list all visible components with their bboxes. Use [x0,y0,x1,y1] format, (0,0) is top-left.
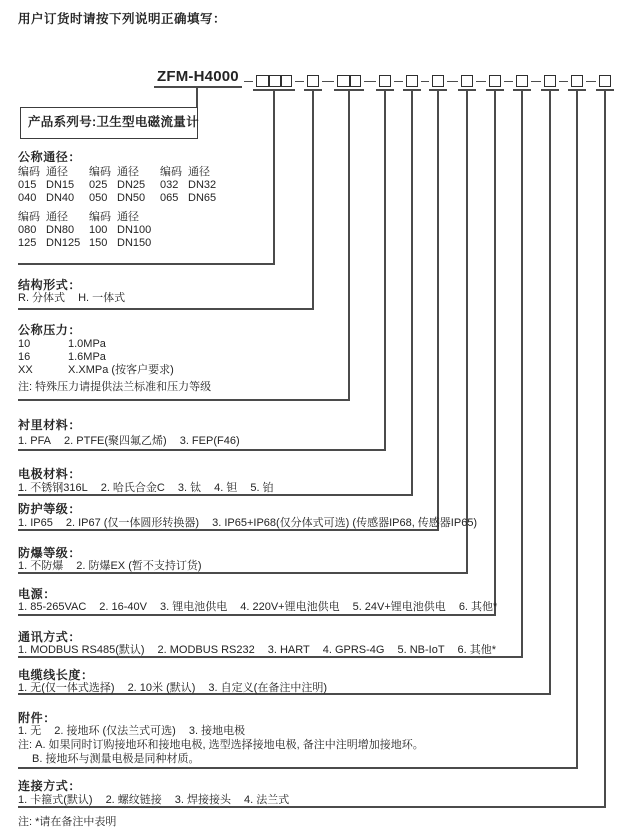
option-item: 2. PTFE(聚四氟乙烯) [64,435,167,447]
option-item: 1. 卡箍式(默认) [18,794,93,806]
order-code-box [571,75,583,87]
option-item: 4. 220V+锂电池供电 [240,601,340,613]
option-item: 2. IP67 (仅一体圆形转换器) [65,517,200,529]
connector-dash [586,81,596,83]
option-item: 5. 24V+锂电池供电 [352,601,446,613]
order-code-box-divider [280,76,282,86]
options-row-lining [18,435,240,448]
section-bottom-rule [18,449,386,451]
option-item: 5. 铂 [250,482,274,494]
section-title-lining: 衬里材料： [18,418,82,432]
grid-cell: 编码 [160,166,182,178]
option-item: 3. FEP(F46) [179,435,240,447]
section-title-cable: 电缆线长度： [18,668,94,682]
grid-cell: 编码 [89,211,111,223]
section-structure [18,278,125,305]
options-row-cable [18,682,327,695]
option-item: 1. 85-265VAC [18,601,87,613]
option-item: 1. 不防爆 [18,560,64,572]
diameter-table-2 [18,211,216,250]
order-code-box [337,75,361,87]
connector-dash [421,81,429,83]
connector-drop-line [411,90,413,496]
option-item: 2. 接地环 (仅法兰式可选) [54,725,176,737]
grid-cell: DN150 [117,237,152,249]
option-item: 6. 其他* [457,644,497,656]
connector-dash [244,81,253,83]
option-item: 3. 焊接接头 [174,794,232,806]
option-item: 2. 10米 (默认) [127,682,196,694]
order-code-box-divider [268,76,270,86]
section-title-explosion: 防爆等级： [18,546,82,560]
connector-dash [394,81,403,83]
connector-drop-line [576,90,578,769]
page-instruction: 用户订货时请按下列说明正确填写： [18,12,227,26]
connector-drop-line [549,90,551,695]
order-code-box [379,75,391,87]
section-bottom-rule [18,614,496,616]
connector-dash [504,81,513,83]
section-title-accessories: 附件： [18,711,56,725]
model-code-underline [154,86,242,88]
grid-cell: 10 [18,338,31,350]
option-item: R. 分体式 [18,292,66,304]
grid-cell: DN15 [46,179,75,191]
grid-cell: 通径 [46,211,68,223]
grid-cell: DN125 [46,237,81,249]
grid-cell: 通径 [188,166,210,178]
grid-cell: X.XMPa (按客户要求) [68,363,174,376]
order-code-box-divider [349,76,351,86]
option-item: 1. 不锈钢316L [18,482,88,494]
option-item: 6. 其他* [458,601,498,613]
grid-cell: XX [18,363,33,376]
order-code-box [256,75,292,87]
connector-drop-line [437,90,439,531]
grid-cell: DN65 [188,192,217,204]
grid-cell: 100 [89,224,108,236]
accessories-note-a: 注: A. 如果同时订购接地环和接地电极, 选型选择接地电极, 备注中注明增加接地环。 [18,739,424,751]
option-item: 2. 螺纹链接 [105,794,162,806]
connector-drop-line [384,90,386,451]
grid-cell: 通径 [117,211,139,223]
order-code-box [406,75,418,87]
grid-cell: 015 [18,179,37,191]
connector-drop-line [312,90,314,310]
section-title-electrode: 电极材料： [18,467,82,481]
options-row-accessories [18,725,424,738]
section-title-connection: 连接方式： [18,779,82,793]
option-item: 1. PFA [18,435,52,447]
connector-dash [447,81,458,83]
section-bottom-rule [18,263,275,265]
section-series-box [20,107,198,139]
options-row-explosion [18,560,202,573]
connector-dash [322,81,334,83]
order-code-box [489,75,501,87]
grid-cell: 125 [18,237,37,249]
options-row-communication [18,644,496,657]
section-title-diameter: 公称通径： [18,150,82,164]
option-item: 2. 哈氏合金C [100,482,165,494]
option-item: 3. HART [267,644,310,656]
order-code-box [599,75,611,87]
grid-cell: 025 [89,179,108,191]
section-communication [18,630,496,657]
grid-cell: 032 [160,179,179,191]
option-item: 1. MODBUS RS485(默认) [18,644,145,656]
connector-dash [295,81,304,83]
option-item: 3. 接地电极 [188,725,246,737]
connector-dash [476,81,486,83]
order-code-box [544,75,556,87]
option-item: 1. IP65 [18,517,53,529]
options-row-structure [18,292,125,305]
pressure-table [18,338,211,376]
section-cable [18,668,327,695]
order-code-box [461,75,473,87]
connector-drop-line [604,90,606,808]
options-row-electrode [18,482,274,495]
accessories-note-b: B. 接地环与测量电极是同种材质。 [32,753,200,765]
grid-cell: DN32 [188,179,217,191]
section-lining [18,418,240,448]
grid-cell: 通径 [46,166,68,178]
connector-dash [364,81,376,83]
options-row-protection [18,517,477,530]
connector-dash [531,81,541,83]
section-title-power: 电源： [18,587,56,601]
grid-cell: 通径 [117,166,139,178]
section-electrode [18,467,274,495]
grid-cell: 080 [18,224,37,236]
footer-note: 注: *请在备注中表明 [18,816,117,828]
grid-cell: DN50 [117,192,146,204]
option-item: 4. 钽 [214,482,238,494]
grid-cell: 编码 [89,166,111,178]
section-connection [18,779,289,807]
section-title-pressure: 公称压力： [18,323,82,337]
connector-line-series [196,86,198,107]
options-row-connection [18,794,289,807]
option-item: 4. GPRS-4G [322,644,385,656]
section-title-series: 产品系列号:卫生型电磁流量计 [28,115,199,129]
option-item: H. 一体式 [78,292,126,304]
section-accessories [18,711,424,766]
order-code-box [516,75,528,87]
connector-drop-line [273,90,275,265]
grid-cell: DN40 [46,192,75,204]
grid-cell: 150 [89,237,108,249]
option-item: 3. IP65+IP68(仅分体式可选) (传感器IP68, 传感器IP65) [212,517,478,529]
connector-dash [559,81,568,83]
grid-cell: 编码 [18,211,40,223]
option-item: 3. 锂电池供电 [160,601,228,613]
section-bottom-rule [18,399,350,401]
grid-cell: DN25 [117,179,146,191]
option-item: 2. MODBUS RS232 [157,644,255,656]
connector-drop-line [348,90,350,401]
options-row-power [18,601,497,614]
connector-drop-line [494,90,496,616]
grid-cell: DN80 [46,224,75,236]
diameter-table-1 [18,166,216,205]
grid-cell: 065 [160,192,179,204]
grid-cell: 040 [18,192,37,204]
section-pressure [18,323,211,394]
section-title-structure: 结构形式： [18,278,82,292]
option-item: 2. 16-40V [99,601,147,613]
section-bottom-rule [18,767,578,769]
grid-cell: 16 [18,350,31,363]
section-diameter [18,150,216,250]
option-item: 2. 防爆EX (暂不支持订货) [76,560,202,572]
option-item: 3. 自定义(在备注中注明) [208,682,327,694]
option-item: 4. 法兰式 [244,794,290,806]
section-title-communication: 通讯方式： [18,630,82,644]
grid-cell: 1.6MPa [68,350,106,363]
section-title-protection: 防护等级： [18,502,82,516]
section-bottom-rule [18,308,314,310]
order-code-box [432,75,444,87]
grid-cell: 编码 [18,166,40,178]
option-item: 5. NB-IoT [397,644,445,656]
section-explosion [18,546,202,573]
order-code-box [307,75,319,87]
model-code-label: ZFM-H4000 [157,68,239,85]
connector-drop-line [521,90,523,658]
connector-drop-line [466,90,468,574]
grid-cell: DN100 [117,224,152,236]
section-power [18,587,497,614]
grid-cell: 1.0MPa [68,338,106,350]
section-protection [18,502,477,530]
pressure-note: 注: 特殊压力请提供法兰标准和压力等级 [18,381,212,394]
option-item: 3. 钛 [177,482,202,494]
option-item: 1. 无(仅一体式选择) [18,682,115,694]
grid-cell: 050 [89,192,108,204]
option-item: 1. 无 [18,725,42,737]
